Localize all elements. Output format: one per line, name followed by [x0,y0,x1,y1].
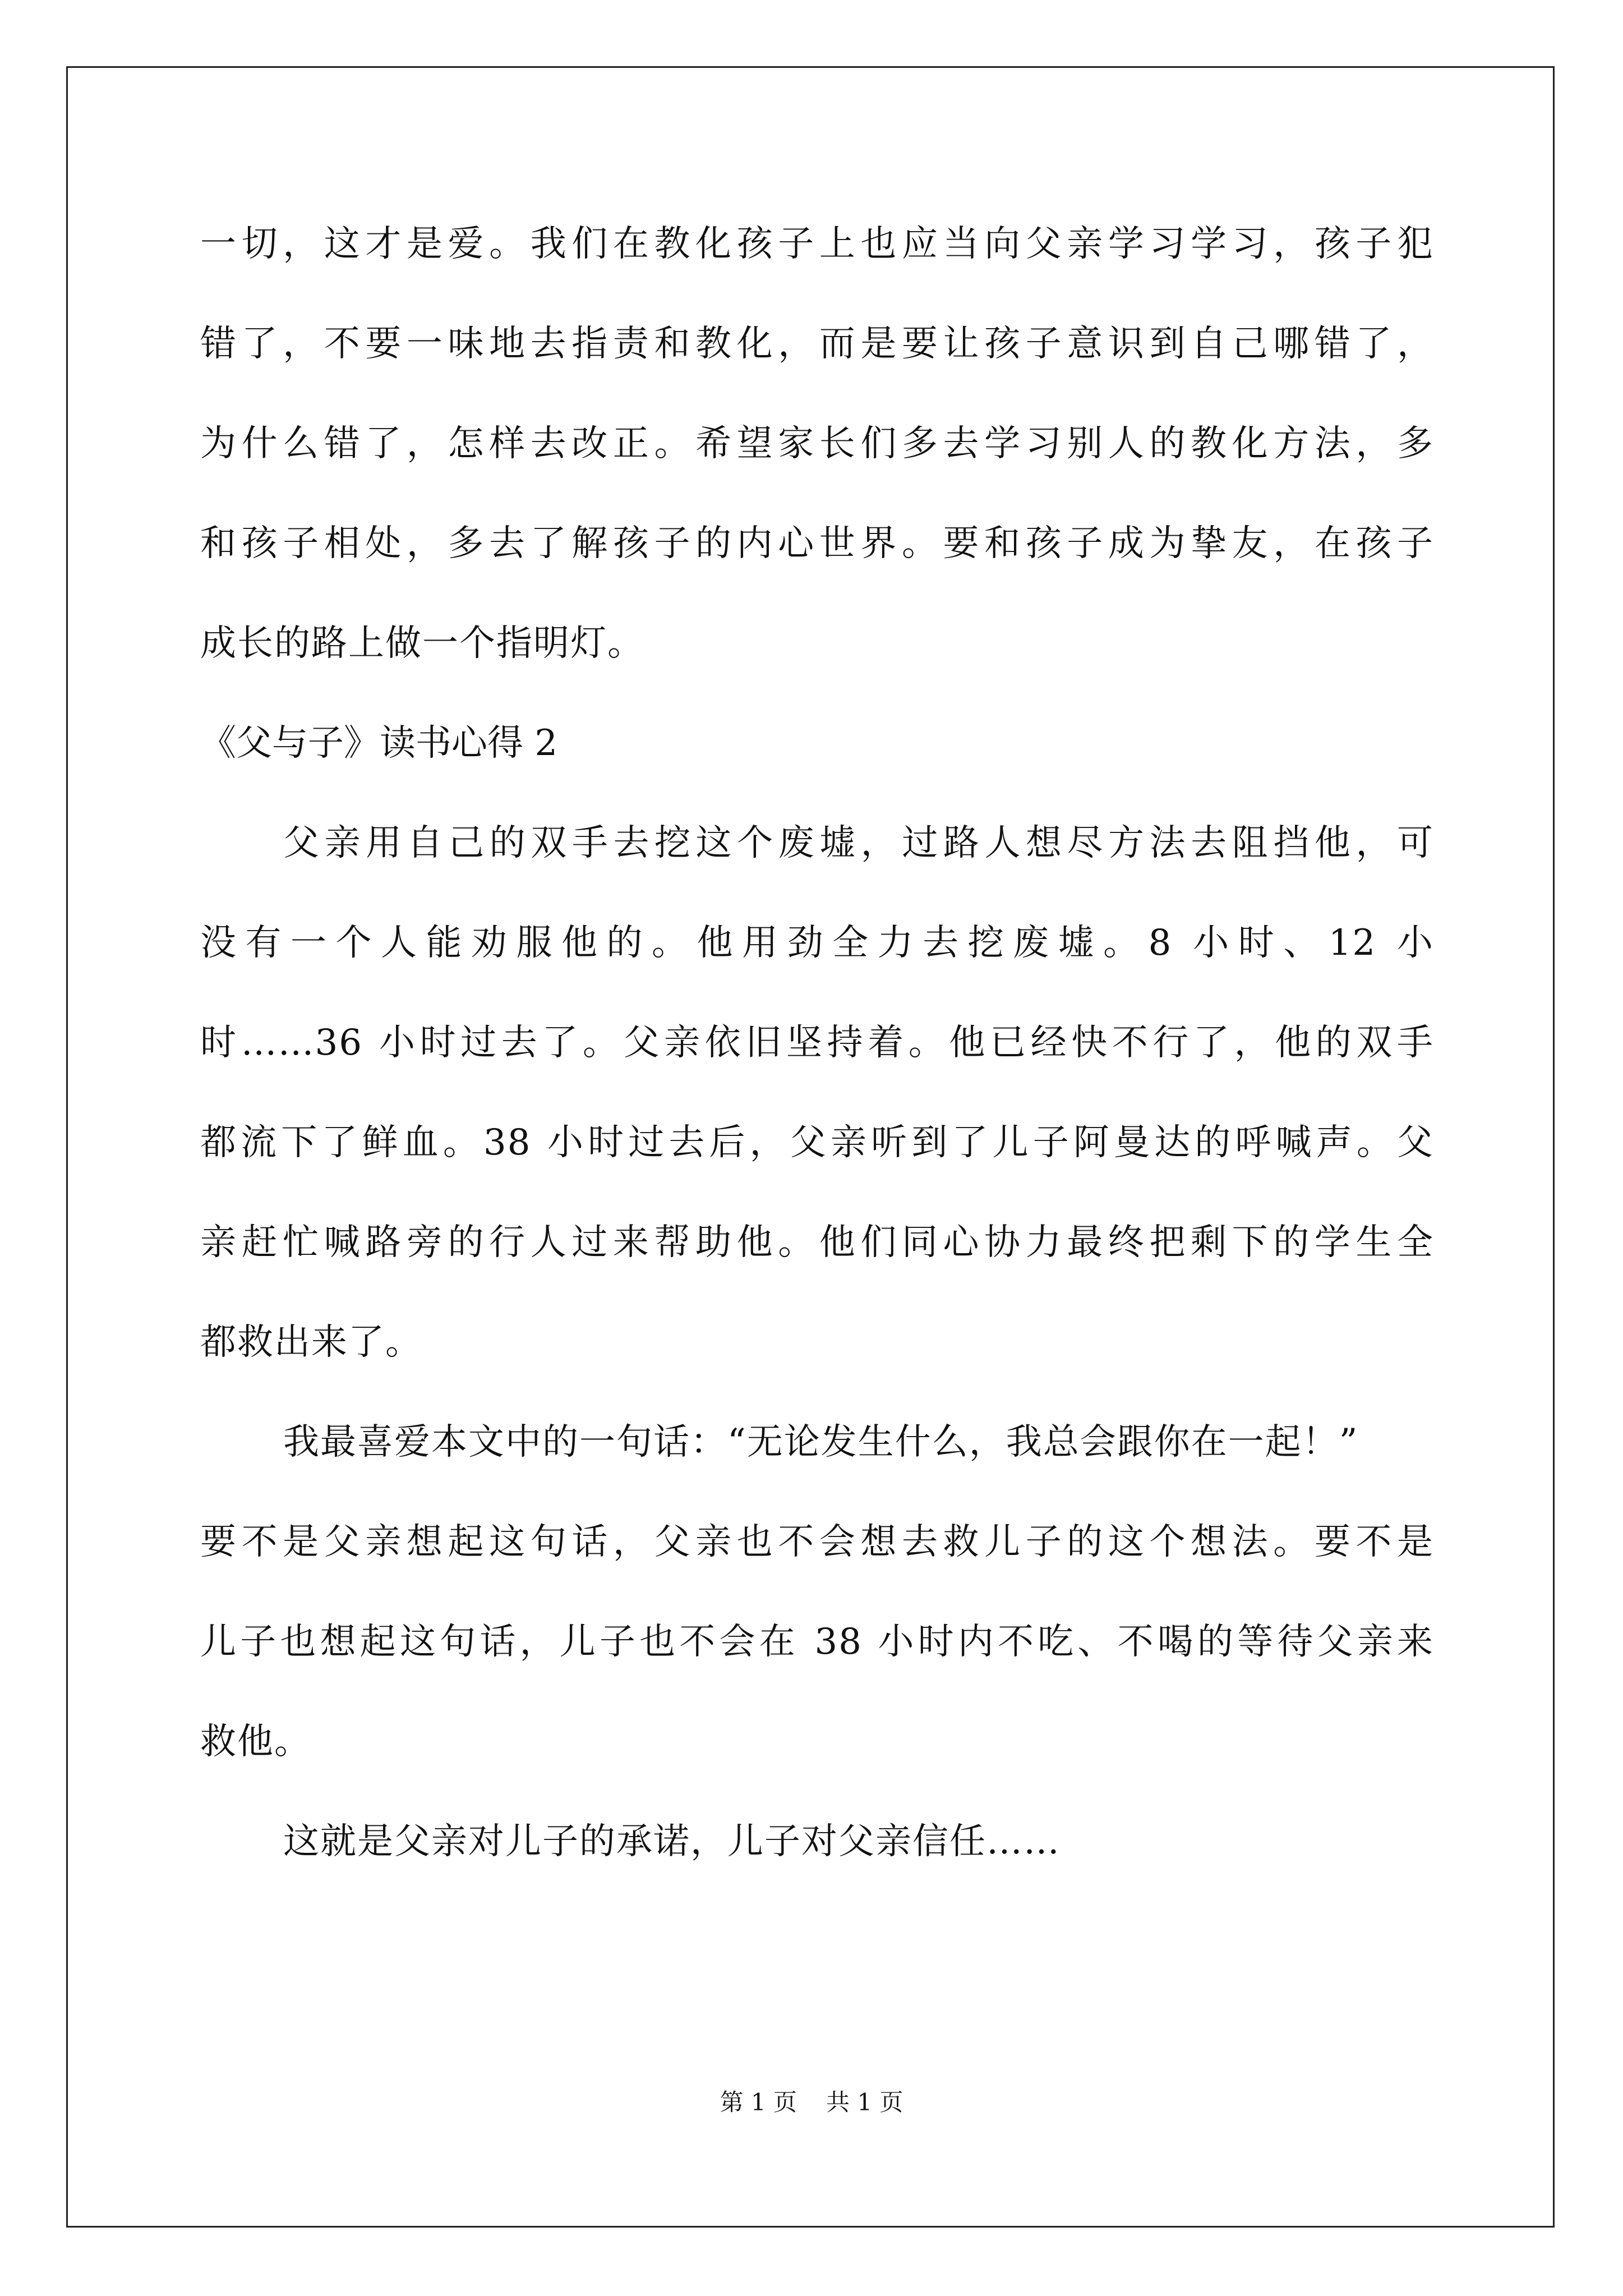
paragraph-line: 错了，不要一味地去指责和教化，而是要让孩子意识到自己哪错了， [200,323,1434,365]
document-body [200,219,1434,1916]
paragraph-line: 没有一个人能劝服他的。他用劲全力去挖废墟。8 小时、12 小 [200,922,1434,964]
section-heading: 《父与子》读书心得 2 [200,723,558,764]
paragraph-line: 我最喜爱本文中的一句话：“无论发生什么，我总会跟你在一起！” [283,1421,1359,1463]
paragraph-line: 父亲用自己的双手去挖这个废墟，过路人想尽方法去阻挡他，可 [283,822,1434,864]
paragraph-line: 成长的路上做一个指明灯。 [200,623,644,664]
paragraph-line: 这就是父亲对儿子的承诺，儿子对父亲信任…… [283,1821,1061,1862]
paragraph-line: 儿子也想起这句话，儿子也不会在 38 小时内不吃、不喝的等待父亲来 [200,1621,1434,1663]
paragraph-line: 一切，这才是爱。我们在教化孩子上也应当向父亲学习学习，孩子犯 [200,223,1434,265]
paragraph-line: 救他。 [200,1721,311,1763]
paragraph-line: 都流下了鲜血。38 小时过去后，父亲听到了儿子阿曼达的呼喊声。父 [200,1122,1434,1163]
page-total: 共 1 页 [826,2088,903,2116]
page-footer [0,2087,1623,2118]
page-number: 第 1 页 [720,2088,797,2116]
paragraph-line: 亲赶忙喊路旁的行人过来帮助他。他们同心协力最终把剩下的学生全 [200,1222,1434,1263]
paragraph-line: 都救出来了。 [200,1322,422,1363]
paragraph-line: 要不是父亲想起这句话，父亲也不会想去救儿子的这个想法。要不是 [200,1521,1434,1563]
paragraph-line: 时……36 小时过去了。父亲依旧坚持着。他已经快不行了，他的双手 [200,1022,1434,1064]
paragraph-line: 和孩子相处，多去了解孩子的内心世界。要和孩子成为挚友，在孩子 [200,523,1434,564]
paragraph-line: 为什么错了，怎样去改正。希望家长们多去学习别人的教化方法，多 [200,423,1434,464]
